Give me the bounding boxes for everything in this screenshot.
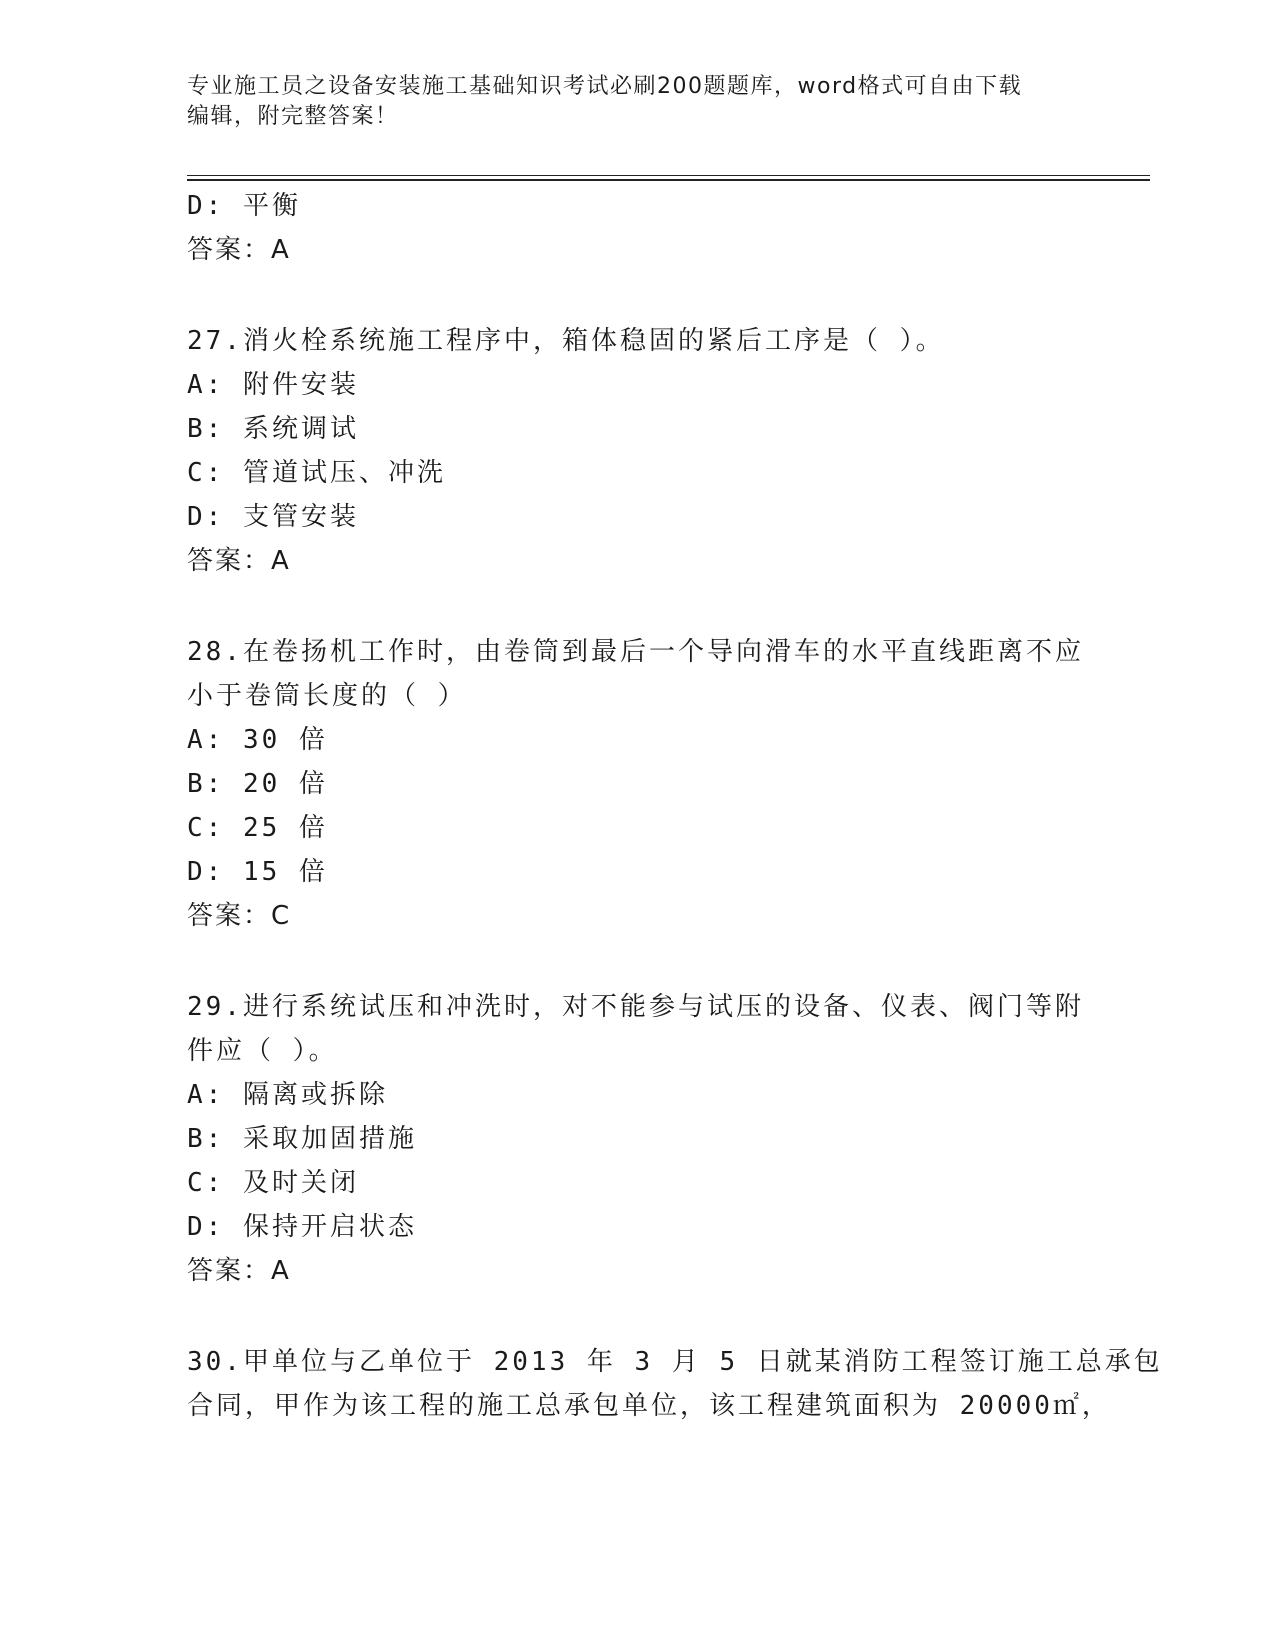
q29-stem-line-2: 件应（ ）。 — [187, 1036, 338, 1066]
q29-stem-line-1: 29.进行系统试压和冲洗时，对不能参与试压的设备、仪表、阀门等附 — [187, 992, 1084, 1022]
q28-option-d: D: 15 倍 — [187, 857, 328, 887]
prev-answer: 答案：A — [187, 235, 291, 265]
q29-option-d: D: 保持开启状态 — [187, 1212, 417, 1242]
q28-option-c: C: 25 倍 — [187, 813, 328, 843]
document-header — [187, 72, 1077, 132]
prev-option-d: D: 平衡 — [187, 191, 301, 221]
q28-answer: 答案：C — [187, 901, 292, 931]
q29-option-b: B: 采取加固措施 — [187, 1124, 417, 1154]
q27-option-c: C: 管道试压、冲洗 — [187, 458, 446, 488]
q28-stem-line-1: 28.在卷扬机工作时，由卷筒到最后一个导向滑车的水平直线距离不应 — [187, 637, 1084, 667]
q27-stem: 27.消火栓系统施工程序中，箱体稳固的紧后工序是（ ）。 — [187, 326, 945, 356]
header-line-2: 编辑，附完整答案！ — [187, 104, 399, 129]
q27-option-a: A: 附件安装 — [187, 370, 359, 400]
header-line-1: 专业施工员之设备安装施工基础知识考试必刷200题题库，word格式可自由下载 — [187, 74, 1023, 99]
q30-stem-line-1: 30.甲单位与乙单位于 2013 年 3 月 5 日就某消防工程签订施工总承包 — [187, 1347, 1163, 1377]
q27-option-b: B: 系统调试 — [187, 414, 359, 444]
q27-option-d: D: 支管安装 — [187, 502, 359, 532]
q28-option-a: A: 30 倍 — [187, 725, 328, 755]
q28-stem-line-2: 小于卷筒长度的（ ） — [187, 681, 467, 711]
q29-option-a: A: 隔离或拆除 — [187, 1080, 388, 1110]
q27-answer: 答案：A — [187, 546, 291, 576]
header-rule-thick — [187, 179, 1150, 181]
q29-answer: 答案：A — [187, 1256, 291, 1286]
q28-option-b: B: 20 倍 — [187, 769, 328, 799]
q29-option-c: C: 及时关闭 — [187, 1168, 359, 1198]
header-rule-thin — [187, 175, 1150, 176]
q30-stem-line-2: 合同，甲作为该工程的施工总承包单位，该工程建筑面积为 20000㎡， — [187, 1391, 1111, 1421]
